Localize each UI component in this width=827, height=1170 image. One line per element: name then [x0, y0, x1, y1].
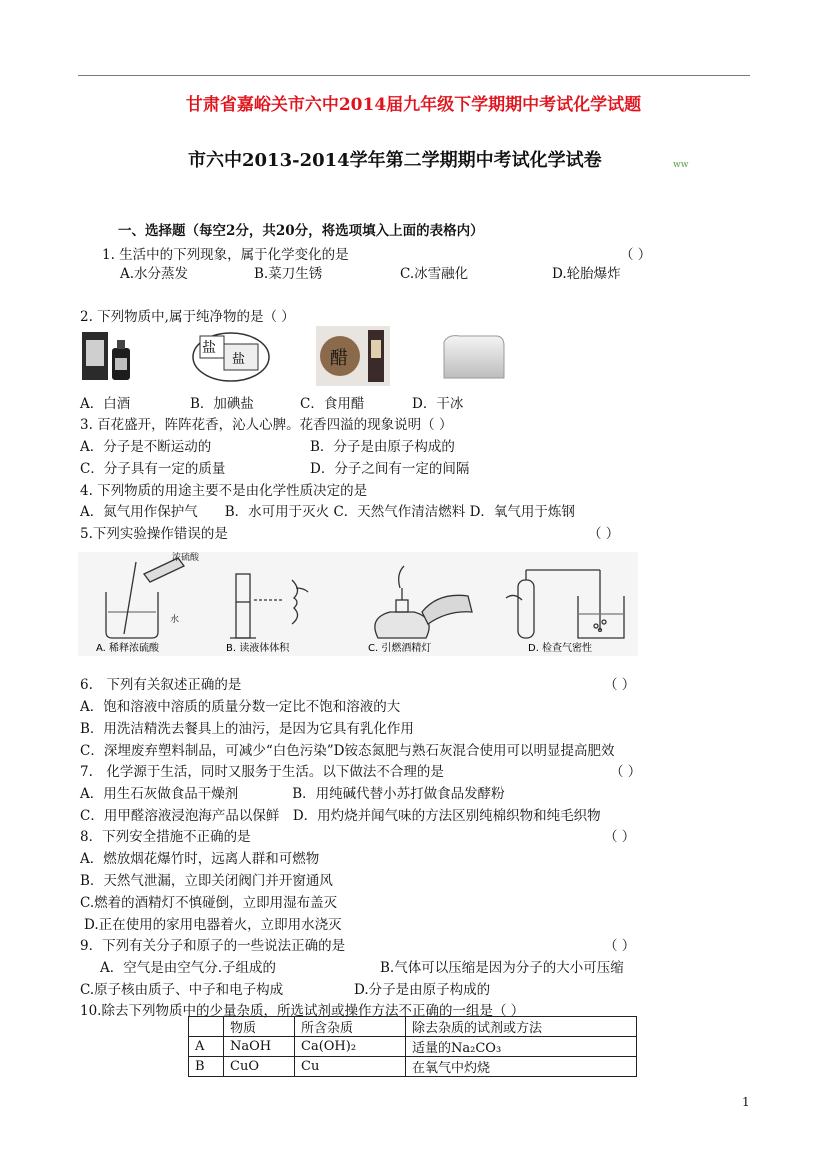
- table-cell: NaOH: [224, 1037, 295, 1057]
- q9-option-d: D.分子是由原子构成的: [354, 982, 491, 998]
- water-label: 水: [170, 615, 180, 625]
- caption-d: D. 检查气密性: [528, 643, 593, 654]
- q8-option-d: D.正在使用的家用电器着火，立即用水浇灭: [84, 917, 342, 933]
- header-rule: [78, 75, 750, 76]
- table-header-cell: 所含杂质: [295, 1017, 406, 1037]
- table-cell: 在氧气中灼烧: [406, 1057, 637, 1077]
- vinegar-label: 醋: [330, 348, 348, 369]
- impurity-table: [188, 1016, 637, 1077]
- table-header-cell: 除去杂质的试剂或方法: [406, 1017, 637, 1037]
- q2-option-c: C．食用醋: [300, 396, 365, 412]
- q1-option-b: B.菜刀生锈: [254, 266, 323, 282]
- q7-stem: 7. 化学源于生活，同时又服务于生活。以下做法不合理的是: [80, 764, 444, 780]
- q1-stem: 1. 生活中的下列现象，属于化学变化的是: [102, 247, 349, 263]
- q6-option-cd: C．深埋废弃塑料制品，可减少“白色污染”D铵态氮肥与熟石灰混合使用可以明显提高肥效: [80, 743, 615, 759]
- iodized-salt-image: [190, 326, 272, 384]
- red-title: 甘肃省嘉峪关市六中2014届九年级下学期期中考试化学试题: [185, 95, 642, 115]
- q6-stem: 6. 下列有关叙述正确的是: [80, 677, 242, 693]
- q8-option-c: C.燃着的酒精灯不慎碰倒，立即用湿布盖灭: [80, 895, 338, 911]
- q4-options: A．氮气用作保护气 B．水可用于灭火 C．天然气作清洁燃料 D．氧气用于炼钢: [80, 504, 575, 520]
- table-header-row: [189, 1017, 637, 1037]
- q10-stem: 10.除去下列物质中的少量杂质，所选试剂或操作方法不正确的一组是（ ）: [80, 1003, 525, 1019]
- table-header-cell: [189, 1017, 224, 1037]
- q3-option-a: A．分子是不断运动的: [80, 439, 212, 455]
- q7-option-cd: C．用甲醛溶液浸泡海产品以保鲜 D．用灼烧并闻气味的方法区别纯棉织物和纯毛织物: [80, 808, 601, 824]
- acid-label: 浓硫酸: [172, 553, 200, 563]
- q1-answer-paren: （ ）: [620, 247, 652, 263]
- q4-stem: 4. 下列物质的用途主要不是由化学性质决定的是: [80, 483, 368, 499]
- q2-option-d: D．干冰: [412, 396, 464, 412]
- q9-option-c: C.原子核由质子、中子和电子构成: [80, 982, 284, 998]
- q3-option-b: B．分子是由原子构成的: [310, 439, 455, 455]
- table-row: [189, 1057, 637, 1077]
- q6-answer-paren: （ ）: [604, 677, 636, 693]
- caption-b: B. 读液体体积: [226, 643, 290, 654]
- exam-title: 市六中2013-2014学年第二学期期中考试化学试卷: [188, 150, 602, 171]
- table-cell: CuO: [224, 1057, 295, 1077]
- q3-option-d: D．分子之间有一定的间隔: [310, 461, 470, 477]
- vinegar-image: [316, 326, 390, 386]
- q2-option-b: B．加碘盐: [190, 396, 254, 412]
- q9-option-b: B.气体可以压缩是因为分子的大小可压缩: [380, 960, 624, 976]
- table-cell: 适量的Na₂CO₃: [406, 1037, 637, 1057]
- table-header-cell: 物质: [224, 1017, 295, 1037]
- table-cell: Ca(OH)₂: [295, 1037, 406, 1057]
- q9-option-a: A．空气是由空气分.子组成的: [100, 960, 277, 976]
- q7-option-ab: A．用生石灰做食品干燥剂 B．用纯碱代替小苏打做食品发酵粉: [80, 786, 505, 802]
- q3-stem: 3. 百花盛开，阵阵花香，沁人心脾。花香四溢的现象说明（ ）: [80, 417, 453, 433]
- section-heading: 一、选择题（每空2分，共20分，将选项填入上面的表格内）: [118, 223, 484, 239]
- q9-answer-paren: （ ）: [604, 938, 636, 954]
- q5-stem: 5.下列实验操作错误的是: [80, 526, 228, 542]
- q1-option-d: D.轮胎爆炸: [552, 266, 621, 282]
- table-cell: B: [189, 1057, 224, 1077]
- q8-stem: 8．下列安全措施不正确的是: [80, 829, 251, 845]
- table-cell: A: [189, 1037, 224, 1057]
- q6-option-a: A．饱和溶液中溶质的质量分数一定比不饱和溶液的大: [80, 699, 401, 715]
- q9-stem: 9．下列有关分子和原子的一些说法正确的是: [80, 938, 346, 954]
- lab-operations-figure: [78, 552, 638, 656]
- q8-option-a: A．燃放烟花爆竹时，远离人群和可燃物: [80, 851, 320, 867]
- q8-option-b: B．天然气泄漏，立即关闭阀门并开窗通风: [80, 873, 333, 889]
- q6-option-b: B．用洗洁精洗去餐具上的油污，是因为它具有乳化作用: [80, 721, 414, 737]
- caption-c: C. 引燃酒精灯: [368, 643, 432, 654]
- stray-mark: ww: [673, 160, 689, 170]
- q7-answer-paren: （ ）: [610, 764, 642, 780]
- caption-a: A. 稀释浓硫酸: [96, 643, 160, 654]
- q2-option-a: A．白酒: [80, 396, 131, 412]
- table-row: [189, 1037, 637, 1057]
- baijiu-image: [80, 328, 134, 384]
- q5-answer-paren: （ ）: [588, 526, 620, 542]
- q1-option-a: A.水分蒸发: [120, 266, 189, 282]
- page-number: 1: [742, 1095, 750, 1109]
- salt-box-label: 盐: [202, 340, 216, 356]
- table-cell: Cu: [295, 1057, 406, 1077]
- q8-answer-paren: （ ）: [604, 829, 636, 845]
- dry-ice-image: [440, 332, 508, 384]
- q1-option-c: C.冰雪融化: [400, 266, 469, 282]
- q3-option-c: C．分子具有一定的质量: [80, 461, 226, 477]
- q2-stem: 2. 下列物质中,属于纯净物的是（ ）: [80, 309, 295, 325]
- salt-bag-label: 盐: [232, 352, 246, 367]
